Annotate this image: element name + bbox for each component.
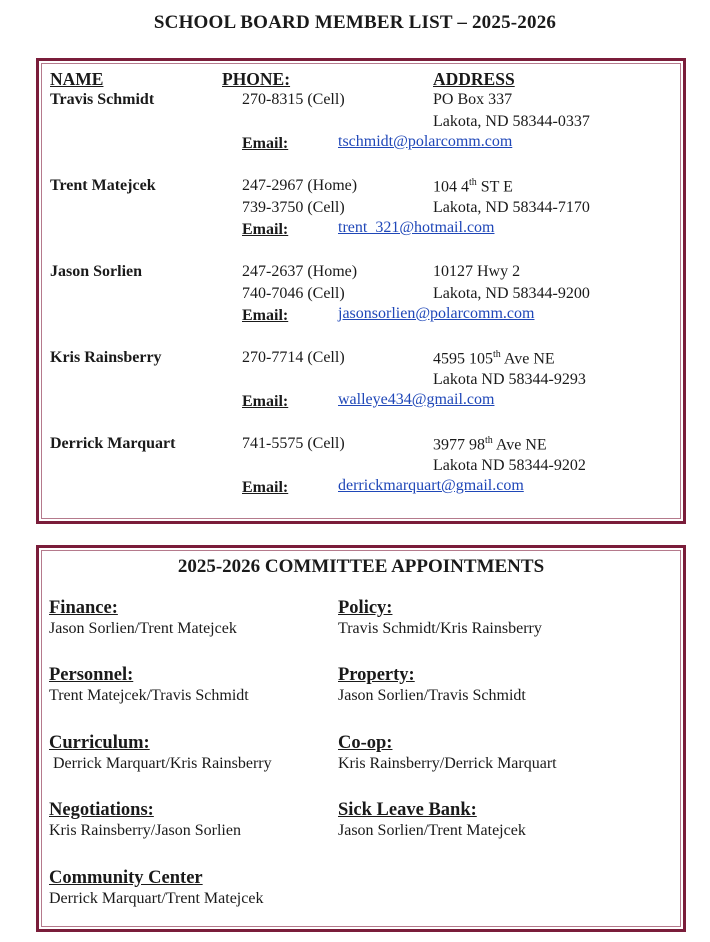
member-email-link[interactable]: derrickmarquart@gmail.com (338, 477, 524, 494)
member-list-box (36, 58, 686, 524)
member-entry (39, 91, 683, 171)
member-name: Derrick Marquart (50, 435, 176, 452)
committee-property (338, 664, 638, 706)
member-email-link[interactable]: trent_321@hotmail.com (338, 219, 495, 236)
committee-co-op (338, 732, 638, 774)
member-name: Travis Schmidt (50, 91, 155, 108)
member-address-line2: Lakota, ND 58344-0337 (433, 113, 590, 130)
committee-name: Sick Leave Bank: (338, 800, 477, 820)
committee-name: Curriculum: (49, 733, 150, 753)
member-email-link[interactable]: tschmidt@polarcomm.com (338, 133, 513, 150)
member-address-line2: Lakota, ND 58344-9200 (433, 285, 590, 302)
member-entry (39, 263, 683, 343)
address-column-header: ADDRESS (433, 69, 515, 89)
committee-members: Jason Sorlien/Trent Matejcek (338, 822, 526, 839)
email-label: Email: (242, 393, 289, 410)
committee-personnel (49, 664, 349, 706)
member-address-line2: Lakota ND 58344-9202 (433, 457, 586, 474)
committee-community-center (49, 867, 349, 909)
committee-policy (338, 597, 638, 639)
committee-members: Kris Rainsberry/Jason Sorlien (49, 822, 241, 839)
committee-name: Policy: (338, 598, 393, 618)
member-name: Jason Sorlien (50, 263, 143, 280)
committee-name: Negotiations: (49, 800, 154, 820)
email-label: Email: (242, 479, 289, 496)
member-phone: 247-2967 (Home) (242, 177, 358, 194)
member-phone: 270-8315 (Cell) (242, 91, 345, 108)
email-label: Email: (242, 221, 289, 238)
committee-curriculum (49, 732, 349, 774)
committee-name: Co-op: (338, 733, 393, 753)
committee-finance (49, 597, 349, 639)
phone-column-header: PHONE: (222, 69, 291, 89)
email-label: Email: (242, 307, 289, 324)
member-phone: 270-7714 (Cell) (242, 349, 345, 366)
email-label: Email: (242, 135, 289, 152)
member-address-line1: PO Box 337 (433, 91, 513, 108)
committee-name: Community Center (49, 868, 203, 888)
member-address-line2: Lakota ND 58344-9293 (433, 371, 586, 388)
member-phone: 247-2637 (Home) (242, 263, 358, 280)
committee-members: Trent Matejcek/Travis Schmidt (49, 687, 249, 704)
member-email-link[interactable]: walleye434@gmail.com (338, 391, 495, 408)
member-entry (39, 349, 683, 429)
committee-name: Property: (338, 665, 415, 685)
member-email-link[interactable]: jasonsorlien@polarcomm.com (338, 305, 535, 322)
committee-members: Jason Sorlien/Trent Matejcek (49, 620, 237, 637)
member-phone-secondary: 740-7046 (Cell) (242, 285, 345, 302)
name-column-header: NAME (50, 69, 104, 89)
committee-appointments-box (36, 545, 686, 932)
member-name: Trent Matejcek (50, 177, 156, 194)
committees-title: 2025-2026 COMMITTEE APPOINTMENTS (177, 556, 545, 577)
member-address-line2: Lakota, ND 58344-7170 (433, 199, 590, 216)
member-name: Kris Rainsberry (50, 349, 162, 366)
member-address-line1: 4595 105th Ave NE (433, 349, 555, 368)
committee-negotiations (49, 799, 349, 841)
member-address-line1: 10127 Hwy 2 (433, 263, 521, 280)
member-entry (39, 177, 683, 257)
committee-sick-leave-bank (338, 799, 638, 841)
committee-members: Jason Sorlien/Travis Schmidt (338, 687, 526, 704)
committee-members: Derrick Marquart/Kris Rainsberry (49, 755, 272, 772)
member-phone-secondary: 739-3750 (Cell) (242, 199, 345, 216)
member-phone: 741-5575 (Cell) (242, 435, 345, 452)
committee-name: Finance: (49, 598, 118, 618)
committee-members: Travis Schmidt/Kris Rainsberry (338, 620, 542, 637)
page-title: SCHOOL BOARD MEMBER LIST – 2025-2026 (153, 12, 557, 33)
committee-name: Personnel: (49, 665, 134, 685)
committee-members: Kris Rainsberry/Derrick Marquart (338, 755, 557, 772)
member-address-line1: 3977 98th Ave NE (433, 435, 547, 454)
member-address-line1: 104 4th ST E (433, 177, 513, 196)
member-entry (39, 435, 683, 515)
committee-members: Derrick Marquart/Trent Matejcek (49, 890, 264, 907)
